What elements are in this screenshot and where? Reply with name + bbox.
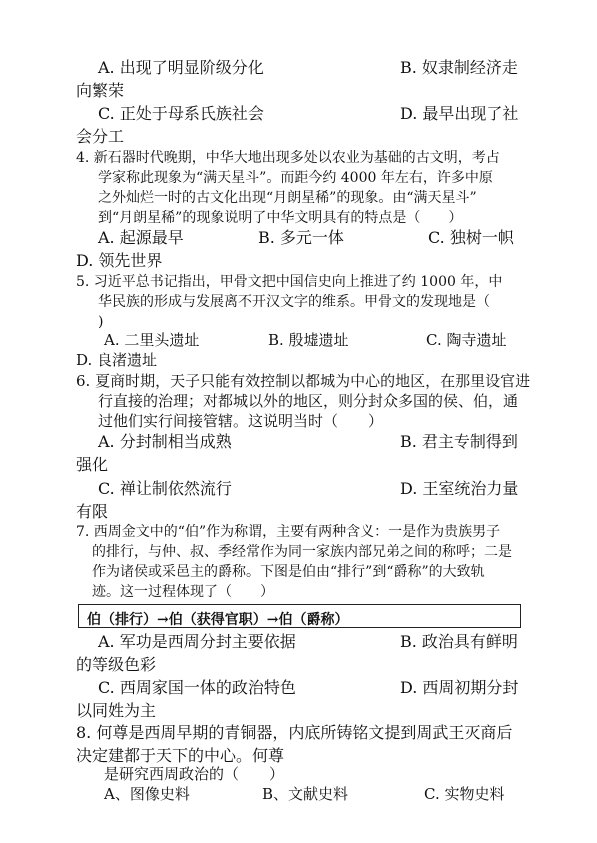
q6-option-d: D. 王室统治力量: [400, 479, 519, 498]
q7-figure-text: 伯（排行）→伯（获得官职）→伯（爵称）: [87, 612, 349, 628]
q7-stem-line-3: 作为诸侯或采邑主的爵称。下图是伯由“排行”到“爵称”的大致轨: [92, 564, 485, 580]
q4-option-c: C. 独树一帜: [428, 228, 514, 247]
q6-option-c: C. 禅让制依然流行: [98, 479, 232, 498]
q4-option-a: A. 起源最早: [98, 228, 184, 247]
q7-figure-box: [78, 604, 521, 628]
q3-option-a: A. 出现了明显阶级分化: [98, 58, 264, 77]
q5-option-c: C. 陶寺遗址: [426, 331, 507, 349]
q3-option-b: B. 奴隶制经济走: [400, 58, 518, 77]
q6-stem-line-3: 过他们实行间接管辖。这说明当时（ ）: [98, 412, 384, 430]
q8-stem-line-3: 是研究西周政治的（ ）: [104, 765, 285, 783]
q7-option-b: B. 政治具有鲜明: [400, 632, 518, 651]
q8-stem-line-2: 决定建都于天下的中心。何尊: [76, 746, 285, 765]
q6-stem-line-2: 行直接的治理；对都城以外的地区，则分封众多国的侯、伯，通: [98, 392, 519, 410]
q4-stem-line-1: 4. 新石器时代晚期，中华大地出现多处以农业为基础的古文明，考占: [76, 150, 500, 166]
q7-stem-line-2: 的排行，与仲、叔、季经常作为同一家族内部兄弟之间的称呼；二是: [92, 544, 512, 560]
q5-stem-line-1: 5. 习近平总书记指出，甲骨文把中国信史向上推进了约 1000 年，中: [76, 274, 503, 290]
q5-option-d: D. 良渚遗址: [76, 351, 158, 369]
q5-option-b: B. 殷墟遗址: [268, 331, 349, 349]
q4-option-b: B. 多元一体: [258, 228, 344, 247]
q7-option-c: C. 西周家国一体的政治特色: [98, 678, 296, 697]
q6-option-b-wrap: 强化: [76, 455, 109, 474]
q5-option-a: A. 二里头遗址: [104, 331, 200, 349]
q7-option-d-wrap: 以同姓为主: [76, 701, 157, 720]
q7-option-b-wrap: 的等级色彩: [76, 655, 157, 674]
q7-stem-line-1: 7. 西周金文中的“伯”作为称谓，主要有两种含义：一是作为贵族男子: [76, 524, 501, 540]
q7-option-a: A. 军功是西周分封主要依据: [98, 632, 296, 651]
q4-stem-line-3: 之外灿烂一时的古文化出现“月朗星稀”的现象。由“满天星斗”: [98, 190, 477, 206]
q3-option-b-wrap: 向繁荣: [76, 81, 125, 100]
q8-option-b: B、文献史料: [262, 785, 349, 803]
q4-option-d: D. 领先世界: [76, 251, 163, 270]
q7-option-d: D. 西周初期分封: [400, 678, 519, 697]
q6-stem-line-1: 6. 夏商时期，天子只能有效控制以都城为中心的地区，在那里设官进: [76, 372, 531, 390]
q7-stem-line-4: 迹。这一过程体现了（ ）: [92, 584, 274, 600]
q8-option-c: C. 实物史料: [424, 785, 505, 803]
q6-option-b: B. 君主专制得到: [400, 432, 518, 451]
q4-stem-line-4: 到“月朗星稀”的现象说明了中华文明具有的特点是（ ）: [98, 210, 463, 226]
q3-option-d: D. 最早出现了社: [400, 104, 519, 123]
q8-option-a: A、图像史料: [104, 785, 190, 803]
q4-stem-line-2: 学家称此现象为“满天星斗”。而距今约 4000 年左右，许多中原: [98, 170, 493, 186]
q3-option-d-wrap: 会分工: [76, 127, 125, 146]
q5-stem-line-2: 华民族的形成与发展离不开汉文字的维系。甲骨文的发现地是（: [98, 294, 490, 310]
q5-stem-line-3: ): [98, 314, 104, 330]
q6-option-a: A. 分封制相当成熟: [98, 432, 232, 451]
q3-option-c: C. 正处于母系氏族社会: [98, 104, 264, 123]
q8-stem-line-1: 8. 何尊是西周早期的青铜器，内底所铸铭文提到周武王灭商后: [76, 723, 513, 742]
q6-option-d-wrap: 有限: [76, 502, 109, 521]
